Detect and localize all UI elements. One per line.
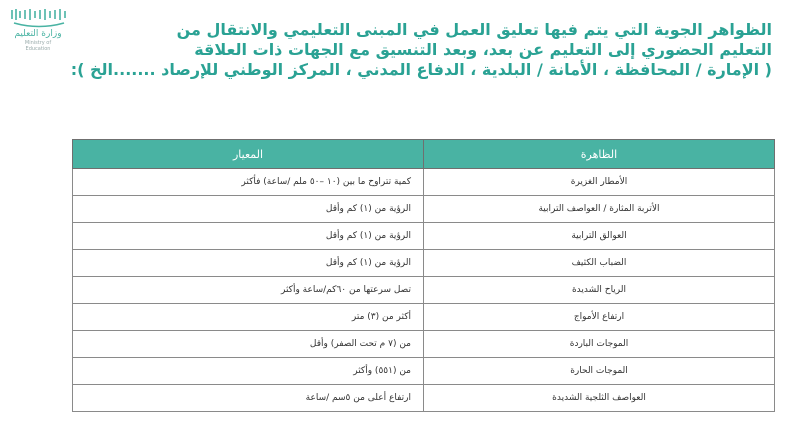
intro-line-1: الظواهر الجوية التي يتم فيها تعليق العمل في المبنى التعليمي والانتقال من [176,20,772,39]
phenomenon-cell: الرياح الشديدة [424,277,775,304]
table-row [73,223,775,250]
phenomenon-cell: ارتفاع الأمواج [424,304,775,331]
table-row [73,196,775,223]
criterion-cell: الرؤية من (١) كم وأقل [73,223,424,250]
phenomenon-cell: الموجات الحارة [424,358,775,385]
logo-subtitle: Ministry of Education [24,40,52,52]
criterion-cell: أكثر من (٣) متر [73,304,424,331]
criterion-cell: تصل سرعتها من ٦٠كم/ساعة وأكثر [73,277,424,304]
table-row [73,385,775,412]
weather-criteria-table [72,139,775,412]
criterion-cell: الرؤية من (١) كم وأقل [73,250,424,277]
intro-heading [70,20,772,80]
table-row [73,250,775,277]
table-row [73,331,775,358]
criterion-cell: الرؤية من (١) كم وأقل [73,196,424,223]
criterion-cell: من (٥٥١) وأكثر [73,358,424,385]
phenomenon-cell: العواصف الثلجية الشديدة [424,385,775,412]
table-row [73,304,775,331]
table-row [73,358,775,385]
intro-line-3: ( الإمارة / المحافظة ، الأمانة / البلدية ، الدفاع المدني ، المركز الوطني للإرصاد .......الخ ): [70,60,772,79]
table-header-row [73,140,775,169]
criterion-cell: كمية تتراوح ما بين (١٠ –٥٠ ملم /ساعة) فأكثر [73,169,424,196]
phenomenon-cell: الضباب الكثيف [424,250,775,277]
phenomenon-cell: الأتربة المثارة / العواصف الترابية [424,196,775,223]
header-phenomenon: الظاهرة [424,140,775,169]
phenomenon-cell: الموجات الباردة [424,331,775,358]
header-criterion: المعيار [73,140,424,169]
criterion-cell: من (٧ م تحت الصفر) وأقل [73,331,424,358]
phenomenon-cell: العوالق الترابية [424,223,775,250]
phenomenon-cell: الأمطار الغزيرة [424,169,775,196]
intro-line-2: التعليم الحضوري إلى التعليم عن بعد، وبعد التنسيق مع الجهات ذات العلاقة [194,40,772,59]
table-row [73,169,775,196]
table-row [73,277,775,304]
criterion-cell: ارتفاع أعلى من ٥سم /ساعة [73,385,424,412]
logo-wordmark: وزارة التعليم [14,29,62,39]
